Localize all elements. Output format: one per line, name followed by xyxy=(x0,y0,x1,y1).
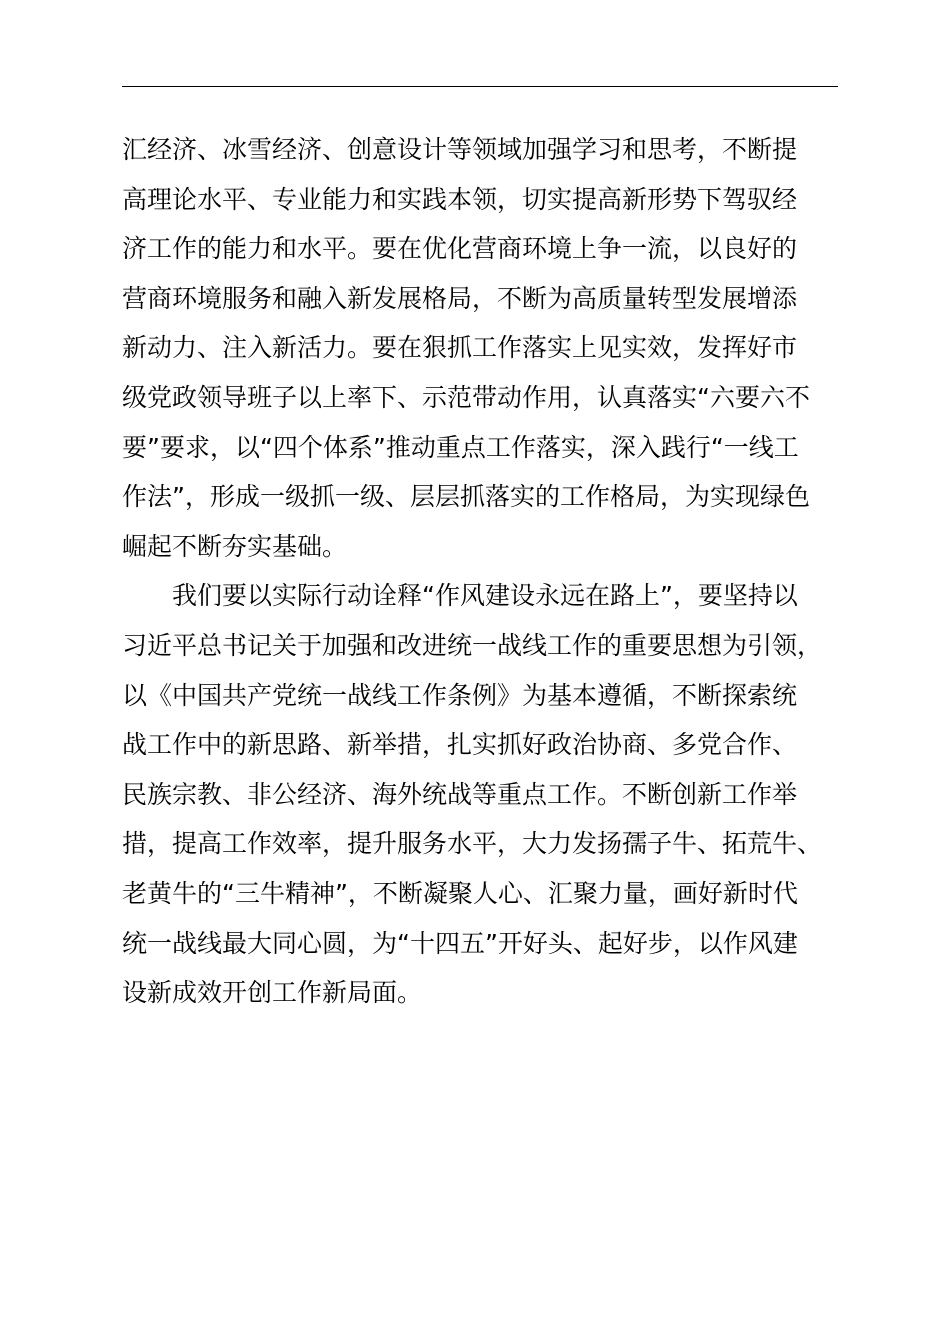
text-line: 措，提高工作效率，提升服务水平，大力发扬孺子牛、拓荒牛、 xyxy=(122,829,823,859)
text-line: 级党政领导班子以上率下、示范带动作用，认真落实“六要六不 xyxy=(122,382,810,412)
text-line: 民族宗教、非公经济、海外统战等重点工作。不断创新工作举 xyxy=(122,779,798,809)
text-line: 高理论水平、专业能力和实践本领，切实提高新形势下驾驭经 xyxy=(122,184,798,214)
text-line: 崛起不断夯实基础。 xyxy=(122,531,348,561)
text-line: 要”要求，以“四个体系”推动重点工作落实，深入践行“一线工 xyxy=(122,432,799,462)
text-line: 新动力、注入新活力。要在狠抓工作落实上见实效，发挥好市 xyxy=(122,333,798,363)
text-line: 习近平总书记关于加强和改进统一战线工作的重要思想为引领， xyxy=(122,630,823,660)
text-line: 以《中国共产党统一战线工作条例》为基本遵循，不断探索统 xyxy=(122,680,798,710)
text-line: 济工作的能力和水平。要在优化营商环境上争一流，以良好的 xyxy=(122,234,798,264)
text-line: 汇经济、冰雪经济、创意设计等领域加强学习和思考，不断提 xyxy=(122,135,798,164)
text-line: 作法”，形成一级抓一级、层层抓落实的工作格局，为实现绿色 xyxy=(122,482,810,512)
paragraph-2 xyxy=(122,571,838,1017)
text-line: 统一战线最大同心圆，为“十四五”开好头、起好步，以作风建 xyxy=(122,928,798,958)
text-line: 战工作中的新思路、新举措，扎实抓好政治协商、多党合作、 xyxy=(122,730,798,760)
paragraph-1 xyxy=(122,125,838,571)
text-line: 老黄牛的“三牛精神”，不断凝聚人心、汇聚力量，画好新时代 xyxy=(122,878,798,908)
text-line: 设新成效开创工作新局面。 xyxy=(122,978,423,1008)
text-line: 营商环境服务和融入新发展格局，不断为高质量转型发展增添 xyxy=(122,283,798,313)
page-body xyxy=(122,125,838,1018)
text-line-first: 我们要以实际行动诠释“作风建设永远在路上”，要坚持以 xyxy=(172,581,798,611)
header-rule xyxy=(122,86,838,87)
